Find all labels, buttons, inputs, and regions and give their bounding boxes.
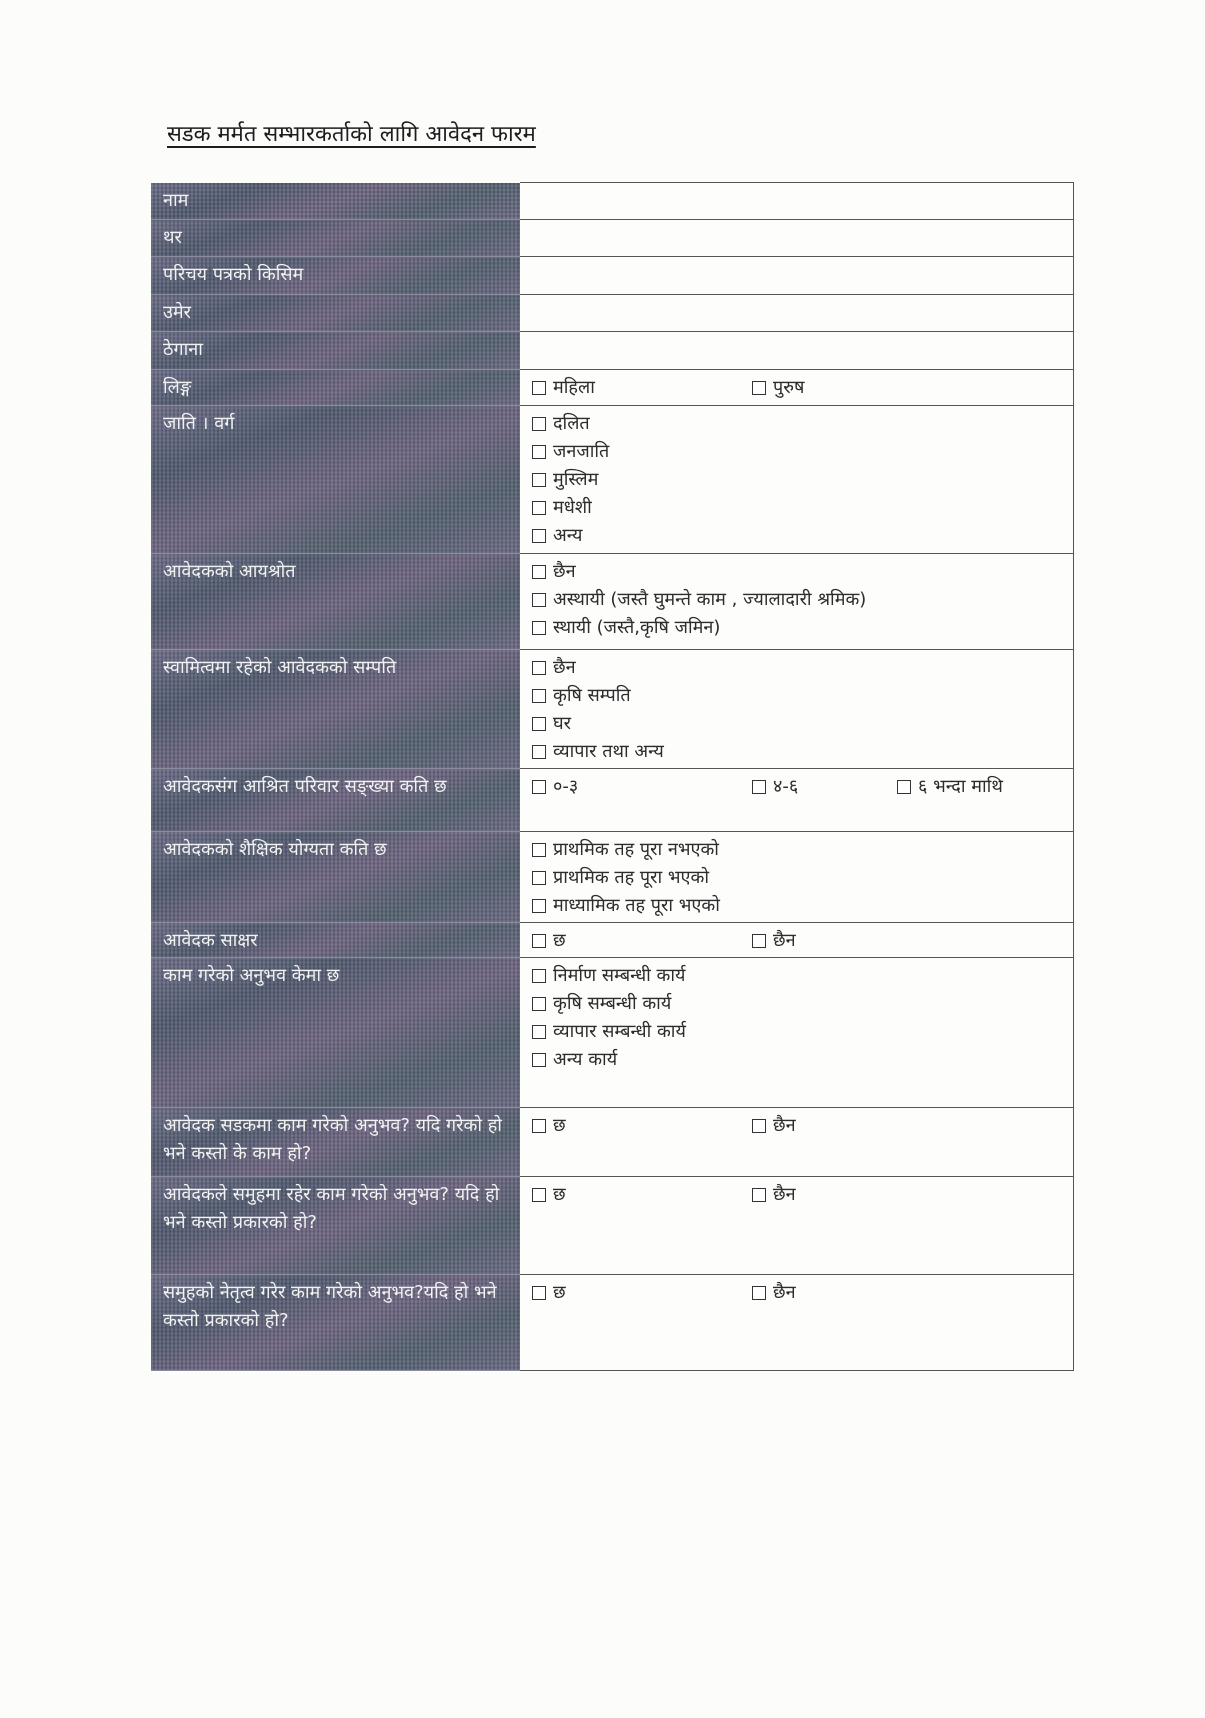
option-label: स्थायी (जस्तै,कृषि जमिन) — [553, 617, 721, 638]
option-label: निर्माण सम्बन्धी कार्य — [553, 965, 686, 986]
form-title: सडक मर्मत सम्भारकर्ताको लागि आवेदन फारम — [167, 122, 536, 147]
row-address — [151, 332, 1074, 370]
checkbox-dependents-4-6[interactable] — [752, 773, 897, 801]
option-label: अन्य — [553, 525, 583, 546]
field-dependents — [520, 769, 1074, 832]
row-caste — [151, 406, 1074, 554]
label-road-experience: आवेदक सडकमा काम गरेको अनुभव? यदि गरेको हो भने कस्तो के काम हो? — [151, 1108, 520, 1177]
option-label: छैन — [773, 1184, 796, 1205]
checkbox-square-icon — [532, 381, 546, 395]
row-gender — [151, 370, 1074, 406]
checkbox-dalit[interactable] — [532, 410, 1061, 438]
checkbox-square-icon — [532, 445, 546, 459]
option-label: छ — [553, 1115, 566, 1136]
checkbox-square-icon — [532, 501, 546, 515]
checkbox-square-icon — [532, 1286, 546, 1300]
checkbox-income-temporary[interactable] — [532, 586, 1061, 614]
checkbox-other[interactable] — [532, 522, 1061, 550]
field-address[interactable] — [520, 332, 1074, 370]
field-work-experience — [520, 958, 1074, 1108]
checkbox-square-icon — [532, 997, 546, 1011]
option-label: पुरुष — [773, 377, 805, 398]
field-leadership-experience — [520, 1275, 1074, 1371]
application-form-table — [151, 182, 1074, 1371]
option-label: छैन — [553, 561, 576, 582]
row-literate — [151, 923, 1074, 958]
field-id-type[interactable] — [520, 257, 1074, 295]
checkbox-male[interactable] — [752, 374, 804, 402]
row-surname — [151, 220, 1074, 257]
checkbox-leadership-no[interactable] — [752, 1279, 796, 1307]
option-label: कृषि सम्बन्धी कार्य — [553, 993, 672, 1014]
checkbox-square-icon — [532, 565, 546, 579]
option-label: महिला — [553, 377, 595, 398]
checkbox-property-agri[interactable] — [532, 682, 1061, 710]
label-leadership-experience: समुहको नेतृत्व गरेर काम गरेको अनुभव?यदि हो भने कस्तो प्रकारको हो? — [151, 1275, 520, 1371]
checkbox-square-icon — [532, 871, 546, 885]
checkbox-square-icon — [532, 473, 546, 487]
option-label: दलित — [553, 413, 590, 434]
checkbox-square-icon — [752, 1286, 766, 1300]
checkbox-square-icon — [532, 899, 546, 913]
checkbox-literate-no[interactable] — [752, 927, 796, 955]
field-gender — [520, 370, 1074, 406]
label-literate: आवेदक साक्षर — [151, 923, 520, 958]
option-label: व्यापार तथा अन्य — [553, 741, 664, 762]
option-label: प्राथमिक तह पूरा भएको — [553, 867, 709, 888]
label-age: उमेर — [151, 295, 520, 332]
field-caste — [520, 406, 1074, 554]
checkbox-square-icon — [532, 969, 546, 983]
checkbox-square-icon — [532, 1025, 546, 1039]
checkbox-square-icon — [532, 593, 546, 607]
checkbox-group-no[interactable] — [752, 1181, 796, 1209]
checkbox-square-icon — [752, 1119, 766, 1133]
option-label: ६ भन्दा माथि — [918, 776, 1003, 797]
option-label: छैन — [773, 930, 796, 951]
option-label: छैन — [773, 1282, 796, 1303]
checkbox-group-yes[interactable] — [532, 1181, 752, 1209]
checkbox-square-icon — [752, 1188, 766, 1202]
checkbox-secondary-complete[interactable] — [532, 892, 1061, 920]
field-education — [520, 832, 1074, 923]
checkbox-square-icon — [532, 717, 546, 731]
checkbox-income-permanent[interactable] — [532, 614, 1061, 642]
row-property — [151, 650, 1074, 769]
checkbox-square-icon — [752, 934, 766, 948]
option-label: व्यापार सम्बन्धी कार्य — [553, 1021, 686, 1042]
checkbox-square-icon — [532, 934, 546, 948]
row-age — [151, 295, 1074, 332]
row-income-source — [151, 554, 1074, 650]
label-name: नाम — [151, 183, 520, 220]
row-group-experience — [151, 1177, 1074, 1275]
checkbox-primary-complete[interactable] — [532, 864, 1061, 892]
checkbox-female[interactable] — [532, 374, 752, 402]
label-id-type: परिचय पत्रको किसिम — [151, 257, 520, 295]
field-group-experience — [520, 1177, 1074, 1275]
label-education: आवेदकको शैक्षिक योग्यता कति छ — [151, 832, 520, 923]
label-gender: लिङ्ग — [151, 370, 520, 406]
checkbox-square-icon — [532, 661, 546, 675]
row-leadership-experience — [151, 1275, 1074, 1371]
field-surname[interactable] — [520, 220, 1074, 257]
checkbox-square-icon — [532, 1053, 546, 1067]
option-label: ४-६ — [773, 776, 799, 797]
checkbox-other-work[interactable] — [532, 1046, 1061, 1074]
row-name — [151, 183, 1074, 220]
checkbox-property-house[interactable] — [532, 710, 1061, 738]
checkbox-leadership-yes[interactable] — [532, 1279, 752, 1307]
option-label: जनजाति — [553, 441, 610, 462]
label-work-experience: काम गरेको अनुभव केमा छ — [151, 958, 520, 1108]
checkbox-square-icon — [897, 780, 911, 794]
checkbox-madheshi[interactable] — [532, 494, 1061, 522]
option-label: ०-३ — [553, 776, 579, 797]
option-label: मुस्लिम — [553, 469, 599, 490]
field-road-experience — [520, 1108, 1074, 1177]
label-dependents: आवेदकसंग आश्रित परिवार सङ्ख्या कति छ — [151, 769, 520, 832]
checkbox-square-icon — [532, 1119, 546, 1133]
field-literate — [520, 923, 1074, 958]
option-label: प्राथमिक तह पूरा नभएको — [553, 839, 719, 860]
option-label: छ — [553, 930, 566, 951]
row-id-type — [151, 257, 1074, 295]
option-label: घर — [553, 713, 571, 734]
row-education — [151, 832, 1074, 923]
checkbox-muslim[interactable] — [532, 466, 1061, 494]
field-property — [520, 650, 1074, 769]
option-label: अन्य कार्य — [553, 1049, 618, 1070]
checkbox-primary-incomplete[interactable] — [532, 836, 1061, 864]
label-property: स्वामित्वमा रहेको आवेदकको सम्पति — [151, 650, 520, 769]
checkbox-property-business[interactable] — [532, 738, 1061, 766]
label-income-source: आवेदकको आयश्रोत — [151, 554, 520, 650]
checkbox-square-icon — [752, 780, 766, 794]
label-surname: थर — [151, 220, 520, 257]
checkbox-square-icon — [532, 745, 546, 759]
row-dependents — [151, 769, 1074, 832]
checkbox-square-icon — [532, 417, 546, 431]
option-label: छ — [553, 1184, 566, 1205]
checkbox-dependents-0-3[interactable] — [532, 773, 752, 801]
row-road-experience — [151, 1108, 1074, 1177]
checkbox-road-yes[interactable] — [532, 1112, 752, 1140]
label-group-experience: आवेदकले समुहमा रहेर काम गरेको अनुभव? यदि हो भने कस्तो प्रकारको हो? — [151, 1177, 520, 1275]
checkbox-dependents-6-plus[interactable] — [897, 773, 1003, 801]
option-label: छ — [553, 1282, 566, 1303]
option-label: छैन — [553, 657, 576, 678]
option-label: मधेशी — [553, 497, 592, 518]
option-label: कृषि सम्पति — [553, 685, 631, 706]
option-label: छैन — [773, 1115, 796, 1136]
field-income-source — [520, 554, 1074, 650]
checkbox-square-icon — [532, 529, 546, 543]
checkbox-property-none[interactable] — [532, 654, 1061, 682]
checkbox-square-icon — [532, 689, 546, 703]
label-address: ठेगाना — [151, 332, 520, 370]
checkbox-income-none[interactable] — [532, 558, 1061, 586]
label-caste: जाति । वर्ग — [151, 406, 520, 554]
field-name[interactable] — [520, 183, 1074, 220]
option-label: अस्थायी (जस्तै घुमन्ते काम , ज्यालादारी श्रमिक) — [553, 589, 867, 610]
checkbox-agriculture[interactable] — [532, 990, 1061, 1018]
option-label: माध्यामिक तह पूरा भएको — [553, 895, 720, 916]
checkbox-literate-yes[interactable] — [532, 927, 752, 955]
checkbox-construction[interactable] — [532, 962, 1061, 990]
checkbox-square-icon — [752, 381, 766, 395]
field-age[interactable] — [520, 295, 1074, 332]
checkbox-square-icon — [532, 1188, 546, 1202]
checkbox-janajati[interactable] — [532, 438, 1061, 466]
checkbox-road-no[interactable] — [752, 1112, 796, 1140]
checkbox-square-icon — [532, 780, 546, 794]
checkbox-business[interactable] — [532, 1018, 1061, 1046]
row-work-experience — [151, 958, 1074, 1108]
checkbox-square-icon — [532, 843, 546, 857]
checkbox-square-icon — [532, 621, 546, 635]
